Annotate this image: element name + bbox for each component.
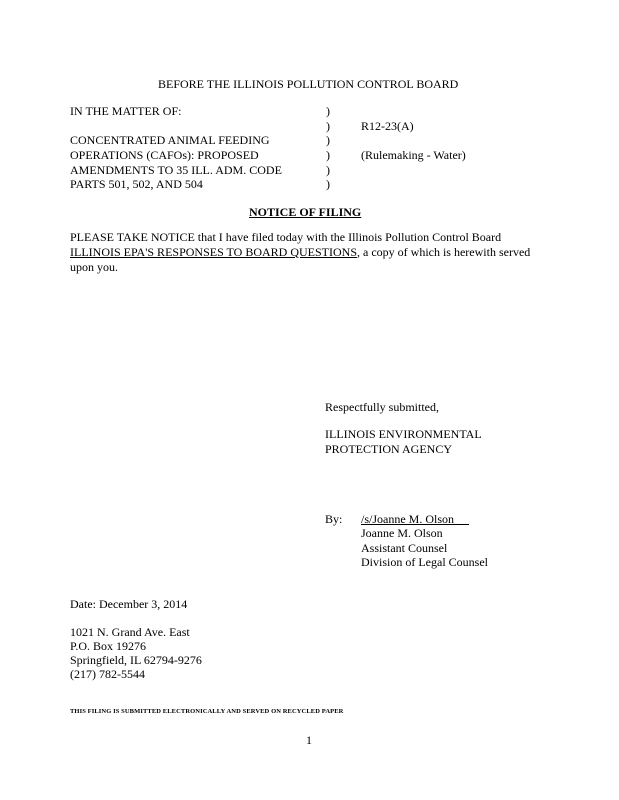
- filing-date: Date: December 3, 2014: [70, 597, 188, 611]
- caption-paren: ): [326, 163, 330, 177]
- agency-line-1: ILLINOIS ENVIRONMENTAL: [325, 427, 482, 441]
- caption-line-4: OPERATIONS (CAFOs): PROPOSED: [70, 148, 259, 162]
- caption-line-6: PARTS 501, 502, AND 504: [70, 177, 203, 191]
- closing: Respectfully submitted,: [325, 400, 439, 414]
- caption-paren: ): [326, 119, 330, 133]
- signer-division: Division of Legal Counsel: [361, 555, 488, 569]
- e-signature: /s/Joanne M. Olson: [361, 512, 454, 526]
- caption-line-5: AMENDMENTS TO 35 ILL. ADM. CODE: [70, 163, 282, 177]
- board-heading: BEFORE THE ILLINOIS POLLUTION CONTROL BOARD: [158, 77, 459, 91]
- footer-note: THIS FILING IS SUBMITTED ELECTRONICALLY AND SERVED ON RECYCLED PAPER: [70, 708, 344, 715]
- notice-line-2-rest: , a copy of which is herewith served: [357, 245, 531, 259]
- signer-name: Joanne M. Olson: [361, 526, 443, 540]
- notice-line-3: upon you.: [70, 260, 118, 274]
- caption-paren: ): [326, 133, 330, 147]
- agency-line-2: PROTECTION AGENCY: [325, 442, 453, 456]
- caption-line-1: IN THE MATTER OF:: [70, 104, 182, 118]
- document-title: ILLINOIS EPA'S RESPONSES TO BOARD QUESTIONS: [70, 245, 357, 259]
- address-line-3: Springfield, IL 62794-9276: [70, 653, 202, 667]
- by-label: By:: [325, 512, 343, 526]
- caption-paren: ): [326, 104, 330, 118]
- notice-line-2: [70, 245, 530, 260]
- notice-heading: NOTICE OF FILING: [249, 205, 362, 219]
- caption-line-3: CONCENTRATED ANIMAL FEEDING: [70, 133, 270, 147]
- address-line-2: P.O. Box 19276: [70, 639, 147, 653]
- notice-line-1: PLEASE TAKE NOTICE that I have filed today with the Illinois Pollution Control Board: [70, 230, 502, 244]
- page-number: 1: [306, 733, 312, 747]
- signer-title: Assistant Counsel: [361, 541, 448, 555]
- proceeding-type: (Rulemaking - Water): [361, 148, 466, 162]
- address-line-1: 1021 N. Grand Ave. East: [70, 625, 190, 639]
- caption-paren: ): [326, 148, 330, 162]
- phone-number: (217) 782-5544: [70, 667, 145, 681]
- caption-paren: ): [326, 177, 330, 191]
- docket-number: R12-23(A): [361, 119, 414, 133]
